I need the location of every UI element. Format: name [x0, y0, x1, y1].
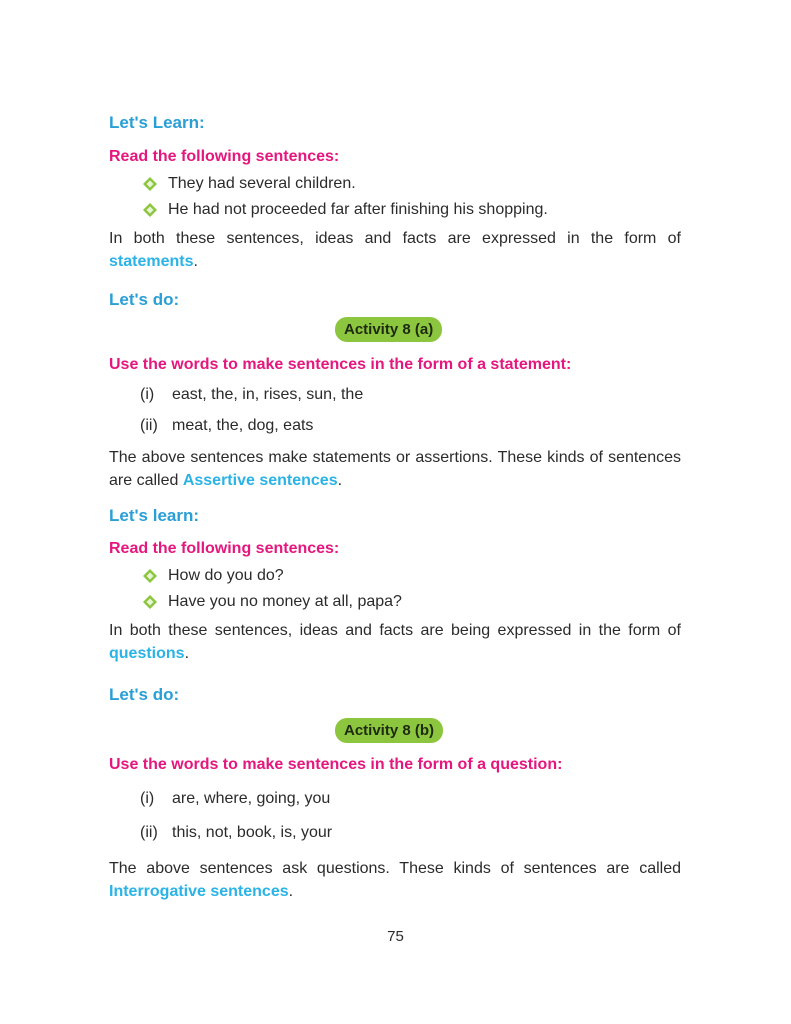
- list-item: [140, 386, 363, 404]
- item-text: east, the, in, rises, sun, the: [172, 386, 364, 403]
- bullet-text: Have you no money at all, papa?: [168, 593, 402, 610]
- list-item: [142, 201, 548, 219]
- item-number: (i): [140, 386, 155, 403]
- bullet-text: He had not proceeded far after finishing his shopping.: [168, 201, 548, 218]
- bullet-text: They had several children.: [168, 175, 356, 192]
- list-item: [142, 567, 284, 585]
- explanation-text: The above sentences ask questions. These kinds of sentences are called: [109, 860, 681, 877]
- item-number: (ii): [140, 824, 158, 841]
- explanation-text: In both these sentences, ideas and facts are expressed in the form of: [109, 230, 681, 247]
- section4-explanation: [109, 857, 681, 903]
- highlight-term: Interrogative sentences: [109, 883, 289, 900]
- section2-heading: Let's do:: [109, 290, 180, 309]
- section4-heading: Let's do:: [109, 685, 180, 704]
- highlight-term: statements: [109, 253, 194, 270]
- section3-instruction: Read the following sentences:: [109, 540, 340, 557]
- list-item: [140, 790, 330, 808]
- highlight-term: questions: [109, 645, 185, 662]
- explanation-end: .: [288, 883, 294, 900]
- section4-instruction: Use the words to make sentences in the form of a question:: [109, 756, 563, 773]
- page-number: 75: [387, 928, 404, 945]
- section2-instruction: Use the words to make sentences in the form of a statement:: [109, 356, 572, 373]
- list-item: [140, 417, 313, 435]
- section1-explanation: [109, 227, 681, 273]
- section3-heading: Let's learn:: [109, 506, 200, 525]
- section1-heading: Let's Learn:: [109, 113, 205, 132]
- list-item: [140, 824, 332, 842]
- list-item: [142, 593, 402, 611]
- section2-explanation: [109, 446, 681, 492]
- item-text: this, not, book, is, your: [172, 824, 333, 841]
- diamond-bullet-icon: [142, 176, 158, 192]
- bullet-text: How do you do?: [168, 567, 284, 584]
- activity-label: Activity 8 (b): [335, 718, 443, 743]
- section1-instruction: Read the following sentences:: [109, 148, 340, 165]
- section3-explanation: [109, 619, 681, 665]
- explanation-end: .: [193, 253, 198, 270]
- diamond-bullet-icon: [142, 202, 158, 218]
- diamond-bullet-icon: [142, 568, 158, 584]
- explanation-end: .: [184, 645, 190, 662]
- list-item: [142, 175, 356, 193]
- item-text: meat, the, dog, eats: [172, 417, 314, 434]
- activity-badge: [335, 317, 442, 342]
- item-number: (ii): [140, 417, 158, 434]
- item-text: are, where, going, you: [172, 790, 331, 807]
- item-number: (i): [140, 790, 155, 807]
- explanation-text: In both these sentences, ideas and facts are being expressed in the form of: [109, 622, 681, 639]
- highlight-term: Assertive sentences: [182, 472, 338, 489]
- explanation-end: .: [337, 472, 343, 489]
- activity-label: Activity 8 (a): [335, 317, 442, 342]
- diamond-bullet-icon: [142, 594, 158, 610]
- explanation-text: The above sentences make statements or assertions. These kinds of sentences are called: [109, 449, 681, 489]
- activity-badge: [335, 718, 443, 743]
